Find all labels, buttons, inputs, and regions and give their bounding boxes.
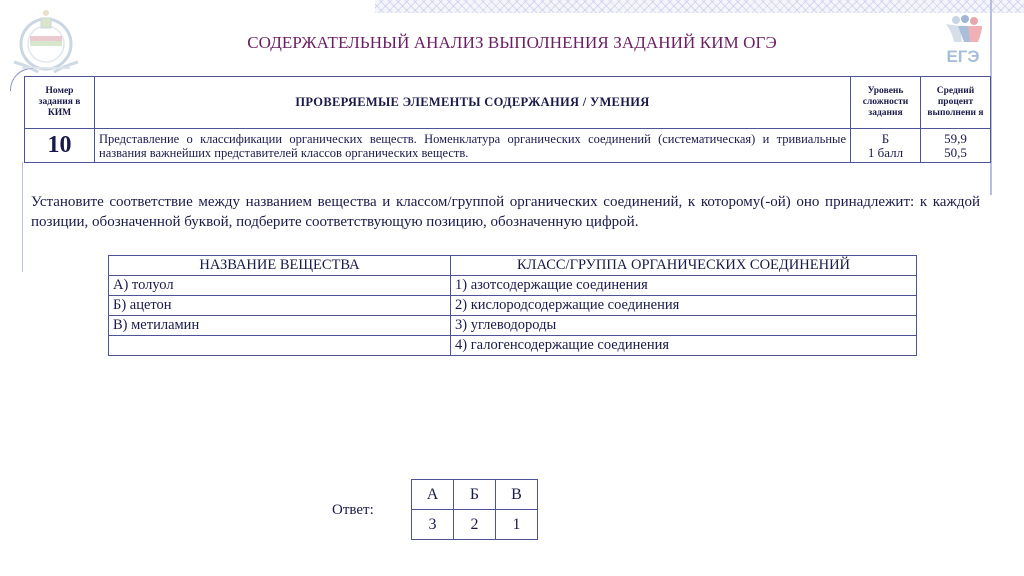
answer-value-a: 3	[412, 510, 454, 540]
answer-value-v: 1	[496, 510, 538, 540]
substance-cell: А) толуол	[109, 276, 451, 296]
answer-label: Ответ:	[332, 502, 374, 518]
difficulty-level: Б	[881, 130, 890, 146]
answer-table	[411, 479, 538, 540]
table-row	[109, 336, 917, 356]
percent-value-1: 59,9	[944, 130, 967, 146]
page-title: СОДЕРЖАТЕЛЬНЫЙ АНАЛИЗ ВЫПОЛНЕНИЯ ЗАДАНИЙ КИМ ОГЭ	[247, 33, 777, 52]
match-header-class: КЛАСС/ГРУППА ОРГАНИЧЕСКИХ СОЕДИНЕНИЙ	[451, 256, 917, 276]
class-cell: 1) азотсодержащие соединения	[451, 276, 917, 296]
task-info-table	[24, 76, 991, 163]
match-header-substance: НАЗВАНИЕ ВЕЩЕСТВА	[109, 256, 451, 276]
answer-letter-v: В	[496, 480, 538, 510]
answer-letter-a: А	[412, 480, 454, 510]
header-difficulty: Уровень сложности задания	[851, 77, 921, 129]
substance-cell: Б) ацетон	[109, 296, 451, 316]
class-cell: 3) углеводороды	[451, 316, 917, 336]
table-row	[109, 276, 917, 296]
difficulty-points: 1 балл	[867, 144, 904, 160]
task-number: 10	[25, 129, 95, 163]
decorative-left-line	[22, 162, 23, 272]
task-instruction: Установите соответствие между названием вещества и классом/группой органических соединений, к которому(-ой) оно принадлежит: к каждой позиции, обозначенной буквой, подберите соответствующую позицию, обозначенную цифрой.	[31, 194, 980, 230]
substance-cell	[109, 336, 451, 356]
header-average-percent: Средний процент выполнени я	[921, 77, 991, 129]
class-cell: 4) галогенсодержащие соединения	[451, 336, 917, 356]
header-elements: ПРОВЕРЯЕМЫЕ ЭЛЕМЕНТЫ СОДЕРЖАНИЯ / УМЕНИЯ	[95, 77, 851, 129]
answer-value-b: 2	[454, 510, 496, 540]
table-row	[109, 296, 917, 316]
table-row	[109, 316, 917, 336]
answer-letter-b: Б	[454, 480, 496, 510]
percent-cell	[921, 129, 991, 163]
percent-value-2: 50,5	[944, 144, 967, 160]
task-description: Представление о классификации органических веществ. Номенклатура органических соединений (систематическая) и тривиальные названия важнейших представителей классов органических веществ.	[95, 129, 851, 163]
substance-cell: В) метиламин	[109, 316, 451, 336]
decorative-top-pattern	[375, 0, 1024, 13]
difficulty-cell	[851, 129, 921, 163]
class-cell: 2) кислородсодержащие соединения	[451, 296, 917, 316]
header-task-number: Номер задания в КИМ	[25, 77, 95, 129]
matching-table	[108, 255, 917, 356]
svg-text:ЕГЭ: ЕГЭ	[946, 47, 980, 66]
